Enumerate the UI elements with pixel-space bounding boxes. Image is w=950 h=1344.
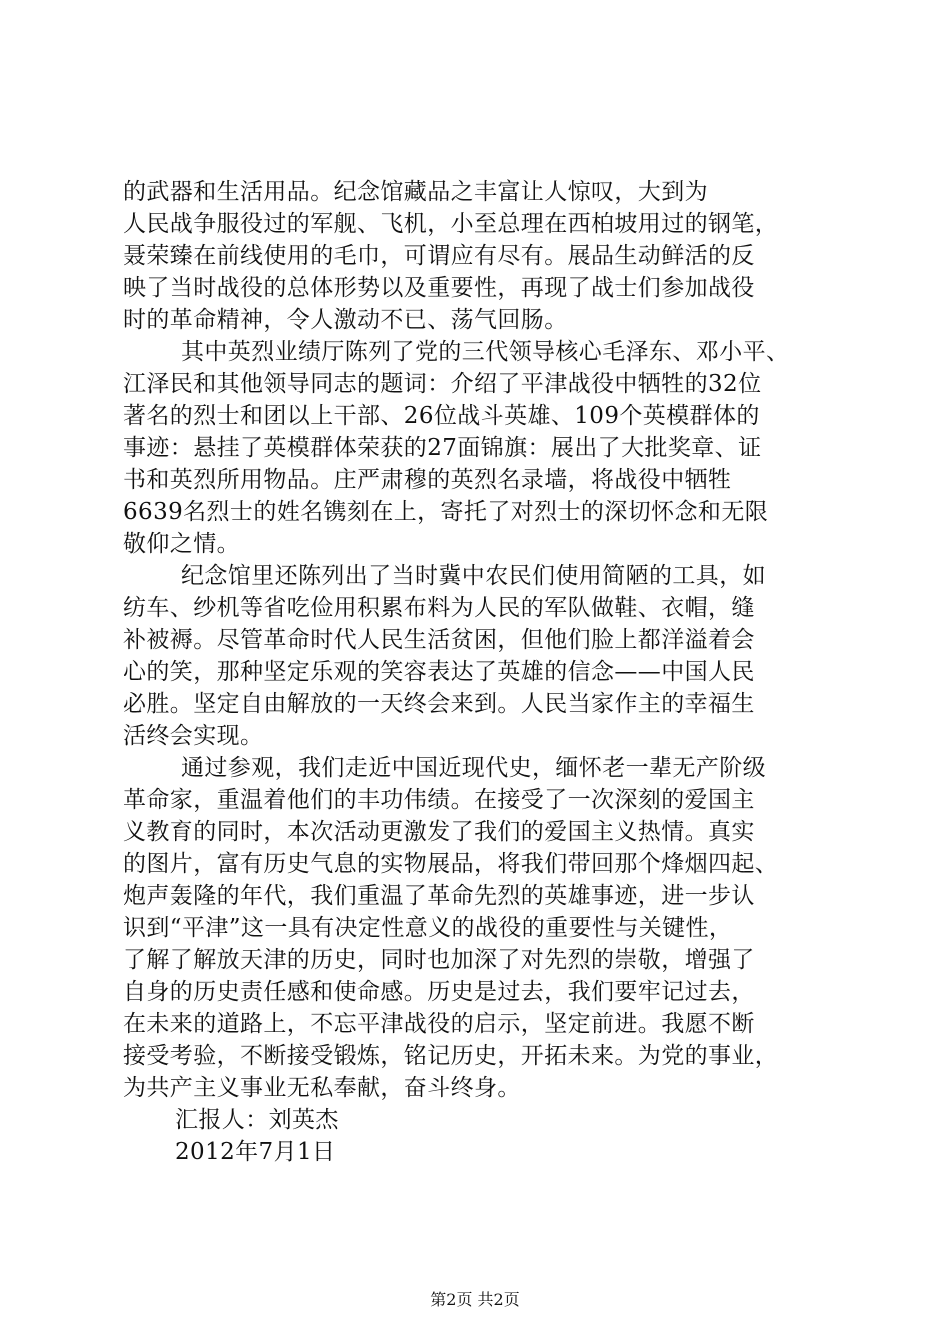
- text-line: 自身的历史责任感和使命感。历史是过去，我们要牢记过去，: [123, 979, 755, 1005]
- text-line: 炮声轰隆的年代，我们重温了革命先烈的英雄事迹，进一步认: [123, 883, 755, 909]
- text-line: 人民战争服役过的军舰、飞机，小至总理在西柏坡用过的钢笔，: [123, 211, 779, 237]
- document-body: [123, 176, 843, 1168]
- text-line: 革命家，重温着他们的丰功伟绩。在接受了一次深刻的爱国主: [123, 787, 755, 813]
- text-line: 事迹：悬挂了英模群体荣获的27面锦旗：展出了大批奖章、证: [123, 435, 762, 461]
- text-line: 了解了解放天津的历史，同时也加深了对先烈的崇敬，增强了: [123, 947, 755, 973]
- text-line: 的武器和生活用品。纪念馆藏品之丰富让人惊叹，大到为: [123, 179, 708, 205]
- text-line: 聂荣臻在前线使用的毛巾，可谓应有尽有。展品生动鲜活的反: [123, 243, 755, 269]
- text-line: 6639名烈士的姓名镌刻在上，寄托了对烈士的深切怀念和无限: [123, 499, 769, 525]
- text-line: 必胜。坚定自由解放的一天终会来到。人民当家作主的幸福生: [123, 691, 755, 717]
- text-line: 纪念馆里还陈列出了当时冀中农民们使用简陋的工具，如: [181, 563, 766, 589]
- paragraph-reflection: [123, 752, 843, 1104]
- text-line: 其中英烈业绩厅陈列了党的三代领导核心毛泽东、邓小平、: [181, 339, 790, 365]
- text-line: 为共产主义事业无私奉献，奋斗终身。: [123, 1075, 521, 1101]
- report-date: 2012年7月1日: [175, 1139, 336, 1165]
- text-line: 活终会实现。: [123, 723, 264, 749]
- text-line: 通过参观，我们走近中国近现代史，缅怀老一辈无产阶级: [181, 755, 766, 781]
- paragraph-exhibits: [123, 176, 843, 336]
- paragraph-heroes-hall: [123, 336, 843, 560]
- text-line: 补被褥。尽管革命时代人民生活贫困，但他们脸上都洋溢着会: [123, 627, 755, 653]
- text-line: 识到“平津”这一具有决定性意义的战役的重要性与关键性，: [123, 915, 733, 941]
- text-line: 接受考验，不断接受锻炼，铭记历史，开拓未来。为党的事业，: [123, 1043, 779, 1069]
- text-line: 心的笑，那种坚定乐观的笑容表达了英雄的信念——中国人民: [123, 659, 755, 685]
- text-line: 江泽民和其他领导同志的题词：介绍了平津战役中牺牲的32位: [123, 371, 762, 397]
- text-line: 书和英烈所用物品。庄严肃穆的英烈名录墙，将战役中牺牲: [123, 467, 732, 493]
- text-line: 纺车、纱机等省吃俭用积累布料为人民的军队做鞋、衣帽，缝: [123, 595, 755, 621]
- reporter-signature: 汇报人：刘英杰: [175, 1107, 339, 1133]
- paragraph-farmers: [123, 560, 843, 752]
- text-line: 著名的烈士和团以上干部、26位战斗英雄、109个英模群体的: [123, 403, 760, 429]
- text-line: 时的革命精神，令人激动不已、荡气回肠。: [123, 307, 568, 333]
- page-number: 第2页 共2页: [430, 1290, 520, 1309]
- text-line: 的图片，富有历史气息的实物展品，将我们带回那个烽烟四起、: [123, 851, 779, 877]
- text-line: 在未来的道路上，不忘平津战役的启示，坚定前进。我愿不断: [123, 1011, 755, 1037]
- text-line: 敬仰之情。: [123, 531, 240, 557]
- text-line: 映了当时战役的总体形势以及重要性，再现了战士们参加战役: [123, 275, 755, 301]
- text-line: 义教育的同时，本次活动更激发了我们的爱国主义热情。真实: [123, 819, 755, 845]
